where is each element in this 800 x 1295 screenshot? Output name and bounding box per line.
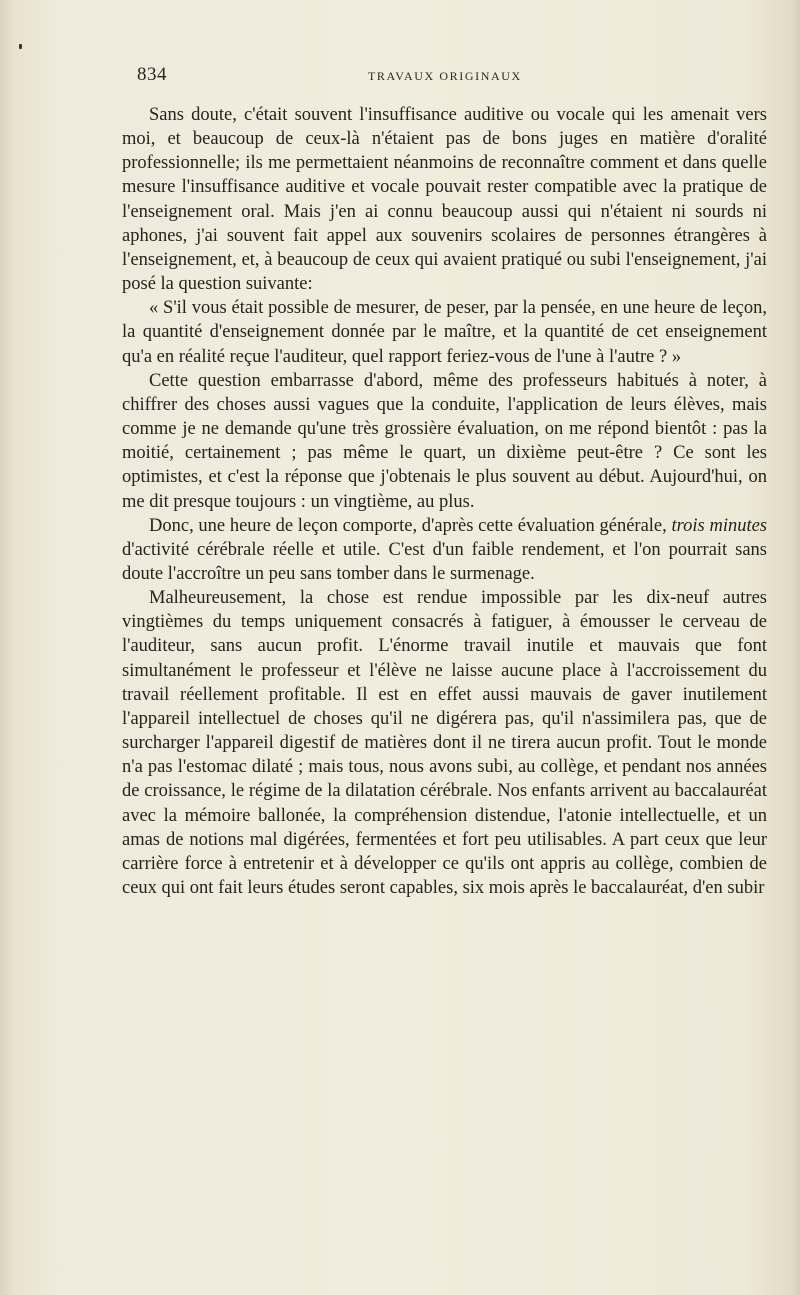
italic-phrase: trois minutes bbox=[671, 515, 768, 536]
body-text bbox=[122, 103, 767, 900]
paragraph-4 bbox=[122, 514, 767, 586]
paragraph-2: « S'il vous était possible de mesurer, de peser, par la pensée, en une heure de leçon, la quantité d'enseignement donnée par le maître, et la quantité de cet enseignement qu'a en réalité reçue l'auditeur, quel rapport feriez-vous de l'une à l'autre ? » bbox=[122, 298, 767, 367]
paragraph-1: Sans doute, c'était souvent l'insuffisance auditive ou vocale qui les amenait vers moi, et beaucoup de ceux-là n'étaient pas de bons juges en matière d'oralité professionnelle; ils me permettaient néanmoins de reconnaître comment et dans quelle mesure l'insuffisance auditive et vocale pouvait rester compatible avec la pratique de l'enseignement oral. Mais j'en ai connu beaucoup aussi qui n'étaient ni sourds ni aphones, j'ai souvent fait appel aux souvenirs scolaires de personnes étrangères à l'enseignement, et, à beaucoup de ceux qui avaient pratiqué ou subi l'enseignement, j'ai posé la question suivante: bbox=[122, 105, 767, 295]
paragraph-3: Cette question embarrasse d'abord, même des professeurs habitués à noter, à chiffrer des choses aussi vagues que la conduite, l'application de leurs élèves, mais comme je ne demande qu'une très grossière évaluation, on me répond bientôt : pas la moitié, certainement ; pas même le quart, un dixième peut-être ? Ce sont les optimistes, et c'est la réponse que j'obtenais le plus souvent au début. Aujourd'hui, on me dit presque toujours : un vingtième, au plus. bbox=[122, 370, 767, 512]
ink-speck bbox=[19, 44, 22, 49]
paragraph-5: Malheureusement, la chose est rendue impossible par les dix-neuf autres vingtièmes du temps uniquement consacrés à fatiguer, à émousser le cerveau de l'auditeur, sans aucun profit. L'énorme travail inutile et mauvais que font simultanément le professeur et l'élève ne laisse aucune place à l'accroissement du travail réellement profitable. Il est en effet aussi mauvais de gaver inutilement l'appareil intellectuel de choses qu'il ne digérera pas, qu'il n'assimilera pas, que de surcharger l'appareil digestif de matières dont il ne tirera aucun profit. Tout le monde n'a pas l'estomac dilaté ; mais tous, nous avons subi, au collège, et pendant nos années de croissance, le régime de la dilatation cérébrale. Nos enfants arrivent au baccalauréat avec la mémoire ballonée, la compréhension distendue, l'atonie intellectuelle, et un amas de notions mal digérées, fermentées et fort peu utilisables. A part ceux que leur carrière force à entretenir et à développer ce qu'ils ont appris au collège, combien de ceux qui ont fait leurs études seront capables, six mois après le baccalauréat, d'en subir bbox=[122, 588, 767, 898]
paragraph-4-end: d'activité cérébrale réelle et utile. C'est d'un faible rendement, et l'on pourrait sans doute l'accroître un peu sans tomber dans le surmenage. bbox=[122, 539, 767, 584]
paragraph-4-start: Donc, une heure de leçon comporte, d'après cette évaluation générale, bbox=[149, 515, 672, 536]
page-header bbox=[0, 64, 800, 90]
page-number: 834 bbox=[137, 64, 167, 85]
running-head: TRAVAUX ORIGINAUX bbox=[368, 69, 522, 83]
